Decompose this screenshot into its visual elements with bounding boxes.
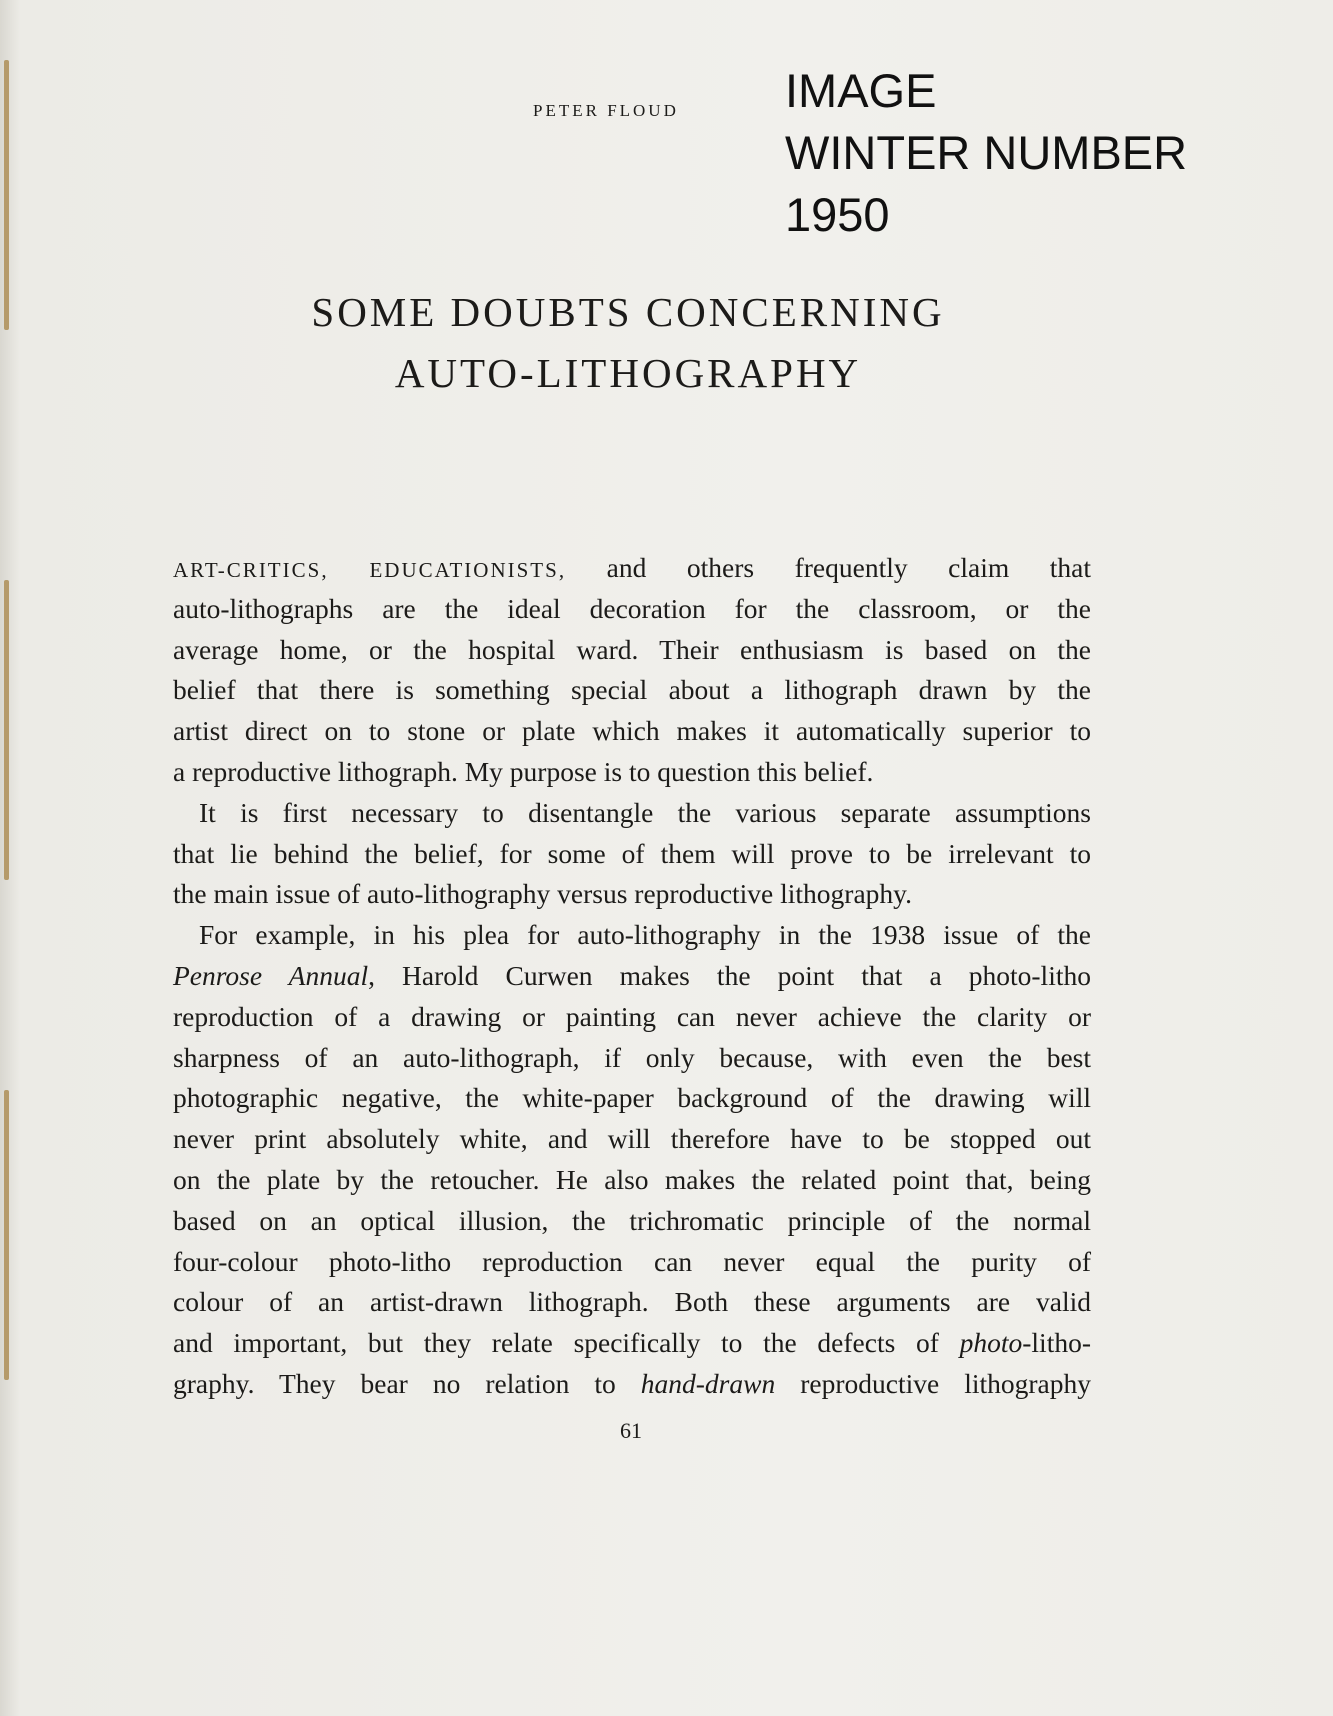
issue-label-line: IMAGE xyxy=(785,64,937,117)
article-body xyxy=(173,548,1091,1405)
italic-text: Penrose Annual xyxy=(173,959,369,991)
text-span: four-colour photo-litho reproduction can never equal the purity of xyxy=(173,1245,1091,1277)
text-line xyxy=(173,1078,1091,1119)
text-span: artist direct on to stone or plate which makes it automatically superior to xyxy=(173,715,1091,747)
text-line xyxy=(173,1038,1091,1079)
text-span: and important, but they relate specifically to the defects of xyxy=(173,1327,960,1359)
text-span: based on an optical illusion, the trichromatic principle of the normal xyxy=(173,1204,1091,1236)
issue-label-line: WINTER NUMBER xyxy=(785,126,1188,179)
text-span: and others frequently claim that xyxy=(566,552,1091,583)
text-line xyxy=(173,834,1091,875)
running-head: PETER FLOUD xyxy=(533,101,679,120)
binding-thread xyxy=(4,580,9,880)
text-span: colour of an artist-drawn lithograph. Both these arguments are valid xyxy=(173,1286,1091,1318)
text-line xyxy=(173,752,1091,793)
text-line xyxy=(173,711,1091,752)
text-line xyxy=(173,874,1091,915)
text-span: on the plate by the retoucher. He also makes the related point that, being xyxy=(173,1163,1091,1195)
issue-label-line: 1950 xyxy=(785,188,890,241)
text-line xyxy=(173,1364,1091,1405)
text-span: sharpness of an auto-lithograph, if only because, with even the best xyxy=(173,1041,1091,1073)
article-title xyxy=(0,282,1256,404)
text-line xyxy=(173,915,1091,956)
text-line xyxy=(173,670,1091,711)
text-span: reproductive lithography xyxy=(775,1367,1091,1399)
text-span: reproduction of a drawing or painting can never achieve the clarity or xyxy=(173,1000,1091,1032)
paragraph xyxy=(173,915,1091,1405)
text-line xyxy=(173,548,1091,589)
text-span: It is first necessary to disentangle the various separate assumptions xyxy=(199,796,1091,828)
text-span: never print absolutely white, and will therefore have to be stopped out xyxy=(173,1123,1091,1155)
text-span: belief that there is something special about a lithograph drawn by the xyxy=(173,674,1091,706)
text-line xyxy=(173,1201,1091,1242)
text-span: auto-lithographs are the ideal decoration for the classroom, or the xyxy=(173,592,1091,624)
text-span: -litho- xyxy=(1022,1327,1091,1359)
paragraph xyxy=(173,548,1091,793)
text-line xyxy=(173,630,1091,671)
text-line xyxy=(173,1160,1091,1201)
text-line xyxy=(173,589,1091,630)
italic-text: photo xyxy=(959,1327,1023,1359)
page-number: 61 xyxy=(620,1418,642,1443)
text-span: a reproductive lithograph. My purpose is to question this belief. xyxy=(173,755,874,787)
text-span: that lie behind the belief, for some of them will prove to be irrelevant to xyxy=(173,837,1091,869)
text-line xyxy=(173,1119,1091,1160)
text-line xyxy=(173,1282,1091,1323)
text-span: graphy. They bear no relation to xyxy=(173,1367,641,1399)
text-span: photographic negative, the white-paper background of the drawing will xyxy=(173,1082,1091,1114)
text-line xyxy=(173,956,1091,997)
binding-thread xyxy=(4,1090,9,1380)
text-line xyxy=(173,1323,1091,1364)
italic-text: hand-drawn xyxy=(640,1367,776,1399)
text-line xyxy=(173,1242,1091,1283)
text-span: , Harold Curwen makes the point that a photo-litho xyxy=(368,959,1091,991)
paragraph xyxy=(173,793,1091,915)
text-span: the main issue of auto-lithography versus reproductive lithography. xyxy=(173,878,913,910)
text-line xyxy=(173,793,1091,834)
title-line: AUTO-LITHOGRAPHY xyxy=(394,350,862,396)
text-span: average home, or the hospital ward. Their enthusiasm is based on the xyxy=(173,633,1091,665)
issue-label xyxy=(785,60,1187,246)
small-caps-text: ART-CRITICS, EDUCATIONISTS, xyxy=(173,558,567,582)
title-line: SOME DOUBTS CONCERNING xyxy=(311,289,945,335)
text-line xyxy=(173,997,1091,1038)
text-span: For example, in his plea for auto-lithography in the 1938 issue of the xyxy=(199,919,1091,951)
